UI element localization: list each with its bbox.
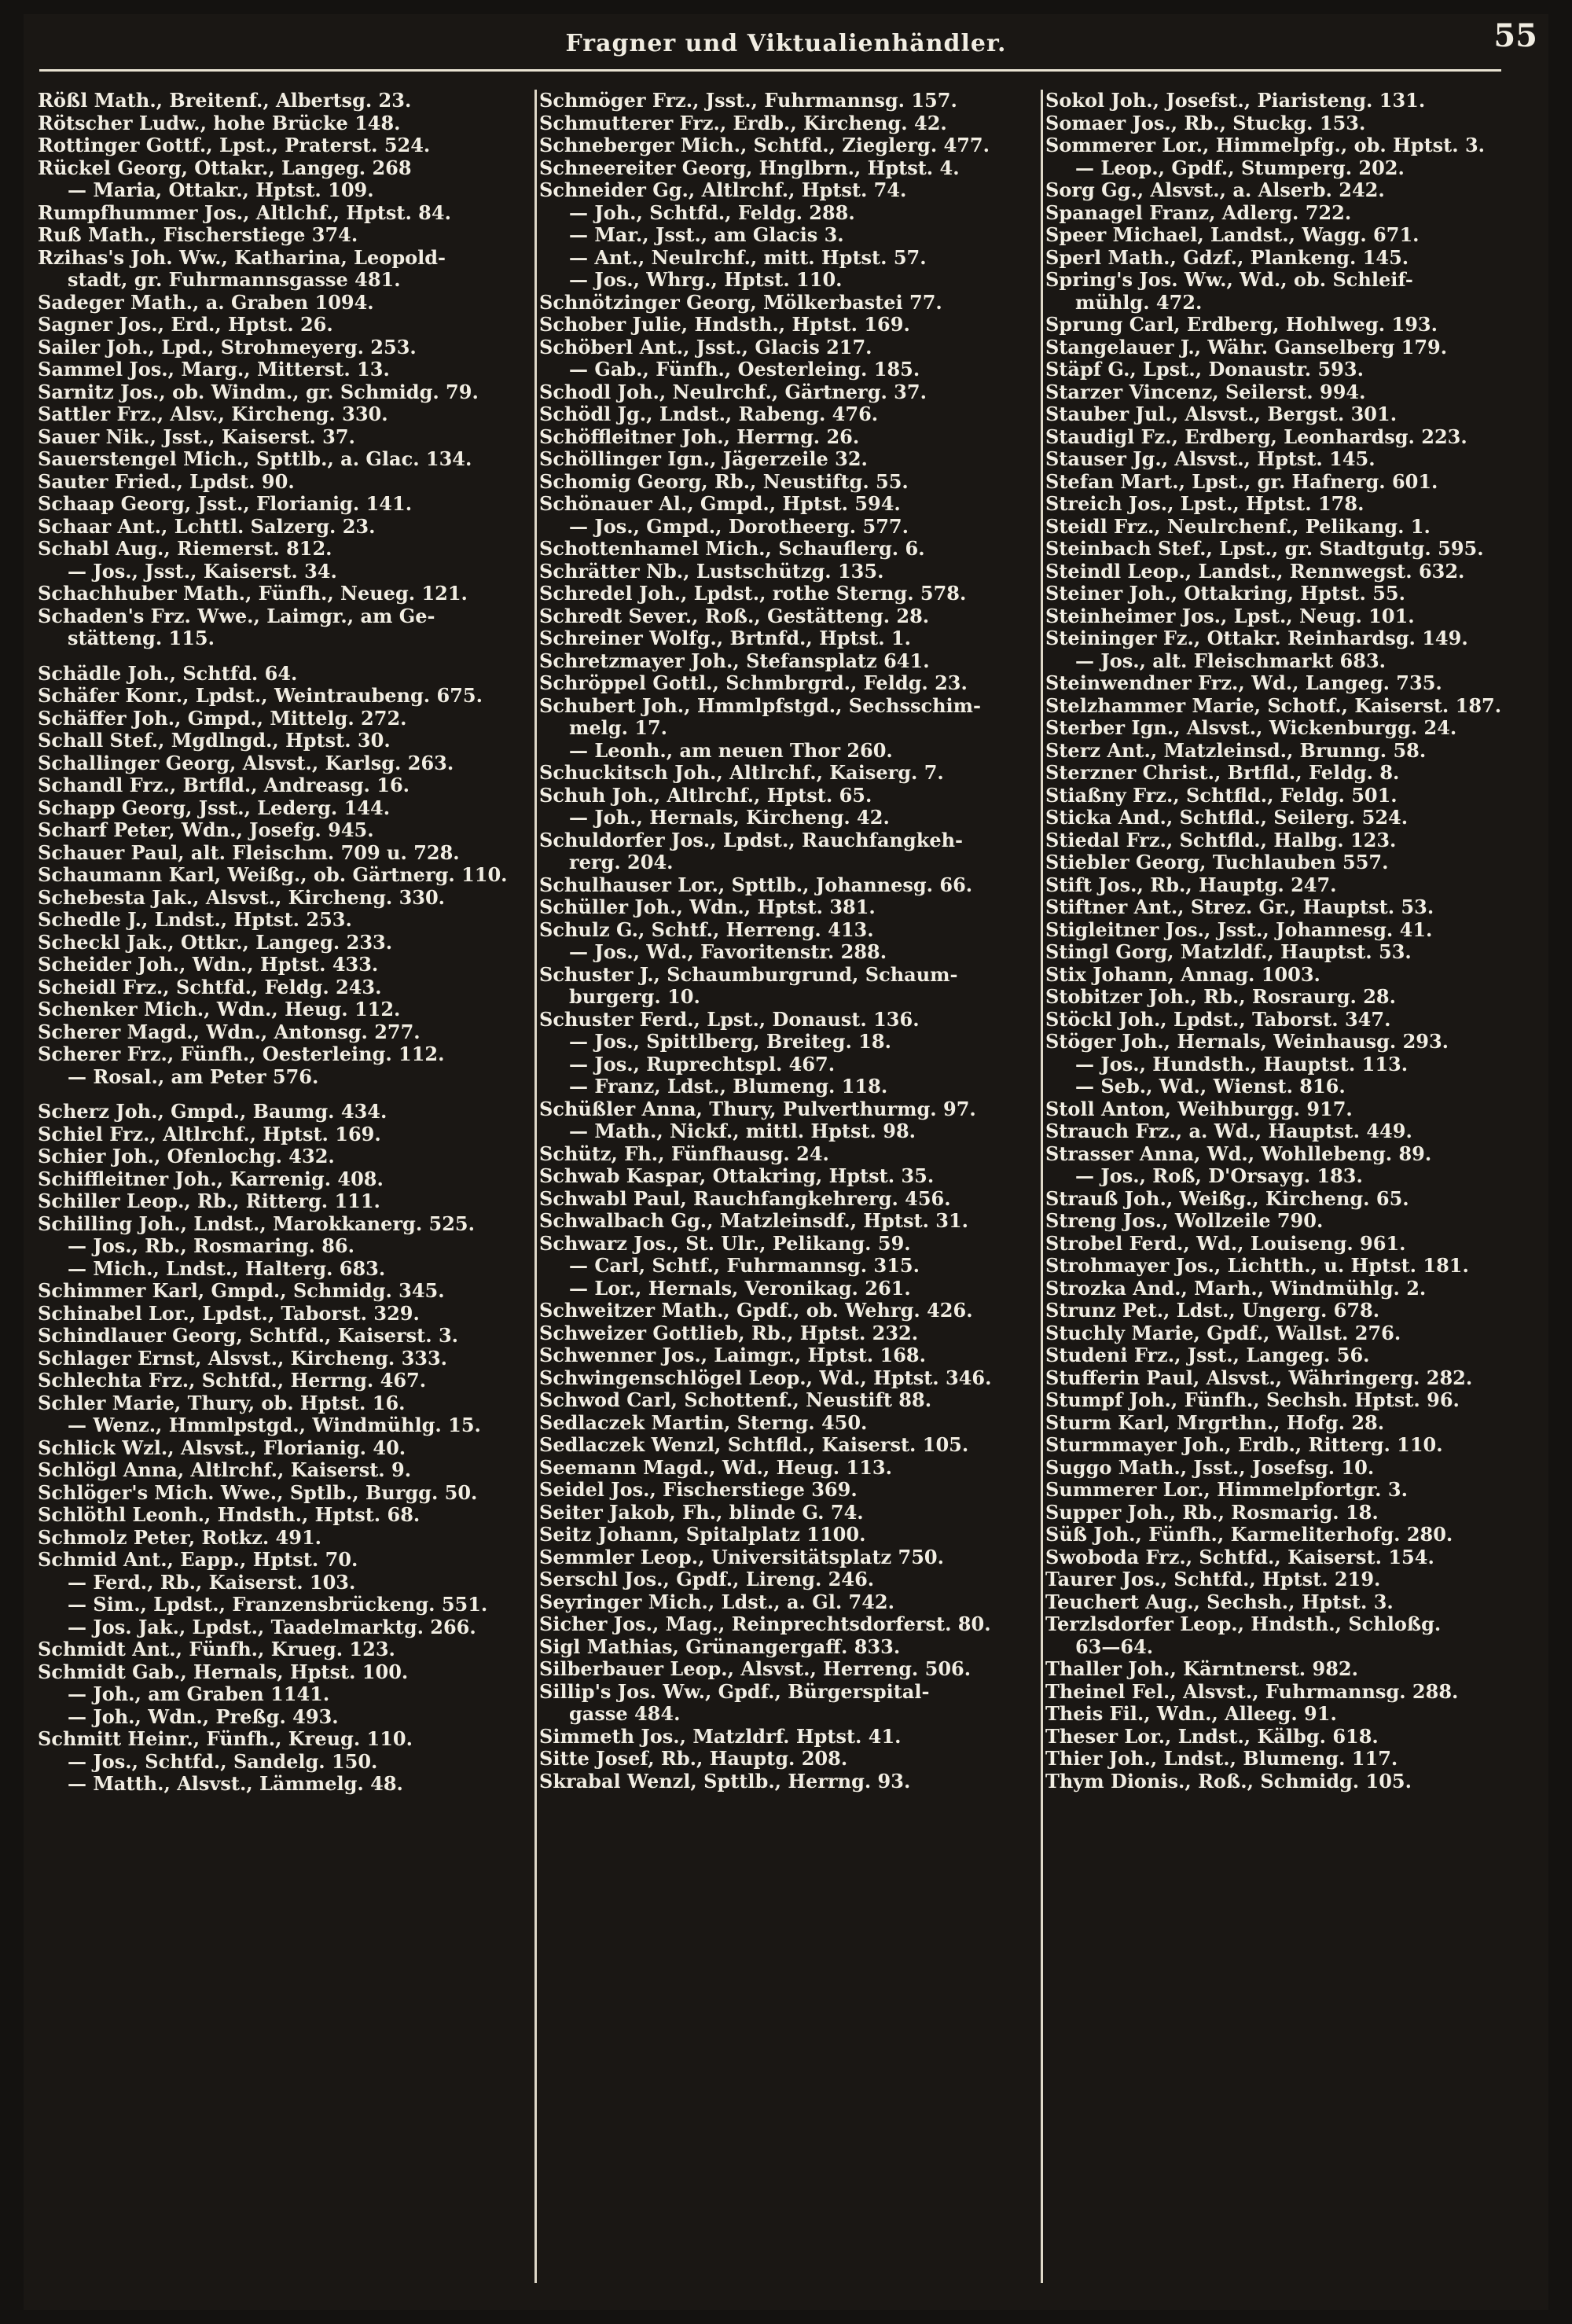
directory-entry: Schrätter Nb., Lustschützg. 135. — [539, 560, 884, 583]
directory-entry: Strauß Joh., Weißg., Kircheng. 65. — [1045, 1187, 1409, 1210]
directory-entry: — Maria, Ottakr., Hptst. 109. — [68, 179, 374, 201]
directory-entry: Sticka And., Schtfld., Seilerg. 524. — [1045, 807, 1409, 829]
directory-entry: Swoboda Frz., Schtfd., Kaiserst. 154. — [1045, 1546, 1434, 1568]
directory-entry: Staudigl Fz., Erdberg, Leonhardsg. 223. — [1045, 425, 1467, 448]
column-1 — [38, 90, 539, 2299]
directory-entry: Schlöger's Mich. Wwe., Sptlb., Burgg. 50. — [38, 1481, 478, 1504]
directory-entry-continuation: melg. 17. — [569, 717, 668, 739]
directory-entry: Rumpfhummer Jos., Altlchf., Hptst. 84. — [38, 201, 451, 224]
directory-entry: Stauber Jul., Alsvst., Bergst. 301. — [1045, 403, 1398, 425]
directory-entry: Schredt Sever., Roß., Gestätteng. 28. — [539, 605, 930, 627]
directory-entry: Schneereiter Georg, Hnglbrn., Hptst. 4. — [539, 156, 960, 179]
directory-entry: Schretzmayer Joh., Stefansplatz 641. — [539, 649, 930, 672]
directory-entry: Schwab Kaspar, Ottakring, Hptst. 35. — [539, 1165, 935, 1187]
directory-entry: Scharf Peter, Wdn., Josefg. 945. — [38, 819, 374, 841]
directory-entry: Seiter Jakob, Fh., blinde G. 74. — [539, 1501, 864, 1524]
directory-entry: — Lor., Hernals, Veronikag. 261. — [569, 1277, 911, 1300]
directory-entry: — Wenz., Hmmlpstgd., Windmühlg. 15. — [68, 1414, 481, 1436]
directory-entry: Schneberger Mich., Schtfd., Zieglerg. 477. — [539, 134, 990, 156]
directory-entry: Semmler Leop., Universitätsplatz 750. — [539, 1546, 944, 1568]
directory-entry: Schlöthl Leonh., Hndsth., Hptst. 68. — [38, 1504, 421, 1526]
directory-entry: Schodl Joh., Neulrchf., Gärtnerg. 37. — [539, 381, 927, 403]
directory-entry: Schmutterer Frz., Erdb., Kircheng. 42. — [539, 112, 947, 134]
directory-entry: Schuster Ferd., Lpst., Donaust. 136. — [539, 1008, 920, 1031]
directory-entry: Steindl Leop., Landst., Rennwegst. 632. — [1045, 560, 1465, 583]
directory-entry: Sicher Jos., Mag., Reinprechtsdorferst. 80. — [539, 1613, 991, 1635]
directory-entry: Schedle J., Lndst., Hptst. 253. — [38, 909, 352, 931]
directory-entry-continuation: mühlg. 472. — [1075, 291, 1203, 314]
directory-entry: — Seb., Wd., Wienst. 816. — [1075, 1076, 1346, 1098]
directory-page — [24, 14, 1548, 2310]
directory-entry: Strozka And., Marh., Windmühlg. 2. — [1045, 1277, 1427, 1300]
directory-entry: Schabl Aug., Riemerst. 812. — [38, 538, 332, 560]
directory-entry: Teuchert Aug., Sechsh., Hptst. 3. — [1045, 1590, 1394, 1613]
directory-entry: Schredel Joh., Lpdst., rothe Sterng. 578. — [539, 583, 967, 605]
directory-entry: Schulz G., Schtf., Herreng. 413. — [539, 918, 874, 941]
directory-entry: Sorg Gg., Alsvst., a. Alserb. 242. — [1045, 179, 1385, 201]
directory-entry: Schenker Mich., Wdn., Heug. 112. — [38, 998, 401, 1020]
directory-entry: Schler Marie, Thury, ob. Hptst. 16. — [38, 1392, 406, 1414]
directory-entry: Stobitzer Joh., Rb., Rosraurg. 28. — [1045, 986, 1396, 1008]
directory-entry: Schmöger Frz., Jsst., Fuhrmannsg. 157. — [539, 90, 957, 112]
directory-entry: Schaden's Frz. Wwe., Laimgr., am Ge- — [38, 605, 435, 627]
directory-entry: Schebesta Jak., Alsvst., Kircheng. 330. — [38, 886, 446, 909]
directory-entry: Rößl Math., Breitenf., Albertsg. 23. — [38, 90, 412, 112]
directory-entry: Scherz Joh., Gmpd., Baumg. 434. — [38, 1101, 387, 1123]
directory-entry: Strauch Frz., a. Wd., Hauptst. 449. — [1045, 1120, 1412, 1142]
directory-entry: Sturmmayer Joh., Erdb., Ritterg. 110. — [1045, 1434, 1443, 1456]
directory-entry: — Jos., Schtfd., Sandelg. 150. — [68, 1750, 378, 1773]
directory-entry: Speer Michael, Landst., Wagg. 671. — [1045, 224, 1420, 246]
directory-entry: — Leop., Gpdf., Stumperg. 202. — [1075, 156, 1405, 179]
directory-entry: Sadeger Math., a. Graben 1094. — [38, 291, 374, 314]
directory-entry: — Jos., Gmpd., Dorotheerg. 577. — [569, 515, 909, 538]
directory-entry: Sturm Karl, Mrgrthn., Hofg. 28. — [1045, 1411, 1385, 1434]
directory-entry: Schlögl Anna, Altlrchf., Kaiserst. 9. — [38, 1459, 412, 1481]
directory-entry: Schäffer Joh., Gmpd., Mittelg. 272. — [38, 707, 407, 730]
directory-entry: — Joh., Schtfd., Feldg. 288. — [569, 201, 855, 224]
directory-entry: Sarnitz Jos., ob. Windm., gr. Schmidg. 79. — [38, 381, 479, 403]
directory-entry: Rottinger Gottf., Lpst., Praterst. 524. — [38, 134, 431, 156]
directory-entry: Stöger Joh., Hernals, Weinhausg. 293. — [1045, 1031, 1449, 1053]
directory-entry: Stoll Anton, Weihburgg. 917. — [1045, 1098, 1353, 1120]
directory-entry: Scherer Magd., Wdn., Antonsg. 277. — [38, 1020, 421, 1043]
directory-entry: Summerer Lor., Himmelpfortgr. 3. — [1045, 1479, 1408, 1501]
directory-entry: Sedlaczek Martin, Sterng. 450. — [539, 1411, 868, 1434]
directory-entry: Schlick Wzl., Alsvst., Florianig. 40. — [38, 1436, 406, 1459]
directory-entry: Spring's Jos. Ww., Wd., ob. Schleif- — [1045, 269, 1413, 291]
directory-entry: Schandl Frz., Brtfld., Andreasg. 16. — [38, 774, 410, 796]
directory-entry: Seidel Jos., Fischerstiege 369. — [539, 1479, 858, 1501]
directory-entry: Schwingenschlögel Leop., Wd., Hptst. 346. — [539, 1366, 992, 1389]
directory-entry: Schaap Georg, Jsst., Florianig. 141. — [38, 493, 413, 515]
directory-entry: — Matth., Alsvst., Lämmelg. 48. — [68, 1773, 403, 1795]
directory-entry: Stäpf G., Lpst., Donaustr. 593. — [1045, 359, 1364, 381]
directory-entry: Theis Fil., Wdn., Alleeg. 91. — [1045, 1703, 1337, 1725]
directory-entry: — Joh., Wdn., Preßg. 493. — [68, 1705, 339, 1728]
directory-entry: Strasser Anna, Wd., Wohllebeng. 89. — [1045, 1142, 1432, 1165]
directory-entry: Steiner Joh., Ottakring, Hptst. 55. — [1045, 583, 1405, 605]
directory-entry: Stiftner Ant., Strez. Gr., Hauptst. 53. — [1045, 896, 1434, 918]
directory-entry: — Leonh., am neuen Thor 260. — [569, 739, 893, 762]
directory-entry: Schüller Joh., Wdn., Hptst. 381. — [539, 896, 876, 918]
directory-entry: Ruß Math., Fischerstiege 374. — [38, 224, 358, 246]
directory-entry-continuation: stadt, gr. Fuhrmannsgasse 481. — [68, 269, 401, 291]
directory-entry: — Math., Nickf., mittl. Hptst. 98. — [569, 1120, 916, 1142]
directory-entry: Stöckl Joh., Lpdst., Taborst. 347. — [1045, 1008, 1391, 1031]
directory-entry: — Joh., am Graben 1141. — [68, 1683, 330, 1705]
running-title: Fragner und Viktualienhändler. — [565, 30, 1007, 57]
directory-entry: Strunz Pet., Ldst., Ungerg. 678. — [1045, 1300, 1380, 1322]
directory-entry: Sauter Fried., Lpdst. 90. — [38, 470, 295, 493]
directory-entry: Strobel Ferd., Wd., Louiseng. 961. — [1045, 1232, 1406, 1255]
directory-entry: Schiel Frz., Altlrchf., Hptst. 169. — [38, 1123, 381, 1145]
directory-entry: Theinel Fel., Alsvst., Fuhrmannsg. 288. — [1045, 1680, 1459, 1703]
directory-entry: Sailer Joh., Lpd., Strohmeyerg. 253. — [38, 336, 417, 359]
directory-entry: — Carl, Schtf., Fuhrmannsg. 315. — [569, 1255, 920, 1277]
directory-entry: Sommerer Lor., Himmelpfg., ob. Hptst. 3. — [1045, 134, 1486, 156]
directory-entry: Theser Lor., Lndst., Kälbg. 618. — [1045, 1725, 1379, 1748]
directory-entry: Seyringer Mich., Ldst., a. Gl. 742. — [539, 1590, 894, 1613]
directory-entry: Schmolz Peter, Rotkz. 491. — [38, 1526, 321, 1549]
directory-entry-continuation: gasse 484. — [569, 1703, 681, 1725]
column-divider — [534, 90, 537, 2283]
directory-entry: Stuchly Marie, Gpdf., Wallst. 276. — [1045, 1322, 1401, 1344]
directory-entry: Scheider Joh., Wdn., Hptst. 433. — [38, 954, 379, 976]
directory-entry: — Jos., Spittlberg, Breiteg. 18. — [569, 1031, 891, 1053]
directory-entry: Schneider Gg., Altlrchf., Hptst. 74. — [539, 179, 907, 201]
directory-entry: Streich Jos., Lpst., Hptst. 178. — [1045, 493, 1364, 515]
entry-gap — [38, 650, 539, 663]
directory-entry: Sterz Ant., Matzleinsd., Brunng. 58. — [1045, 739, 1427, 762]
directory-entry: Schinabel Lor., Lpdst., Taborst. 329. — [38, 1302, 420, 1325]
page-number: 55 — [1493, 17, 1537, 54]
directory-entry: Schapp Georg, Jsst., Lederg. 144. — [38, 796, 391, 819]
directory-entry: Sedlaczek Wenzl, Schtfld., Kaiserst. 105. — [539, 1434, 969, 1456]
directory-entry: Schlager Ernst, Alsvst., Kircheng. 333. — [38, 1347, 448, 1370]
directory-entry: Schaumann Karl, Weißg., ob. Gärtnerg. 110. — [38, 864, 508, 886]
directory-entry: Taurer Jos., Schtfd., Hptst. 219. — [1045, 1568, 1381, 1590]
directory-entry: Sterzner Christ., Brtfld., Feldg. 8. — [1045, 762, 1400, 784]
directory-entry: Sperl Math., Gdzf., Plankeng. 145. — [1045, 246, 1409, 269]
directory-entry: Somaer Jos., Rb., Stuckg. 153. — [1045, 112, 1366, 134]
directory-entry: Steininger Fz., Ottakr. Reinhardsg. 149. — [1045, 627, 1468, 649]
directory-entry: Silberbauer Leop., Alsvst., Herreng. 506. — [539, 1658, 971, 1680]
directory-entry: Sprung Carl, Erdberg, Hohlweg. 193. — [1045, 314, 1438, 336]
directory-entry: Thym Dionis., Roß., Schmidg. 105. — [1045, 1770, 1412, 1793]
directory-entry: Terzlsdorfer Leop., Hndsth., Schloßg. — [1045, 1613, 1442, 1635]
directory-entry: Schwenner Jos., Laimgr., Hptst. 168. — [539, 1344, 926, 1366]
directory-entry: Schwalbach Gg., Matzleinsdf., Hptst. 31. — [539, 1210, 969, 1232]
directory-entry: Schauer Paul, alt. Fleischm. 709 u. 728. — [38, 841, 460, 864]
directory-entry: Scherer Frz., Fünfh., Oesterleing. 112. — [38, 1043, 445, 1065]
directory-entry-continuation: stätteng. 115. — [68, 627, 215, 649]
directory-entry: Sattler Frz., Alsv., Kircheng. 330. — [38, 403, 388, 425]
directory-entry: Schier Joh., Ofenlochg. 432. — [38, 1145, 335, 1168]
directory-entry: Stigleitner Jos., Jsst., Johannesg. 41. — [1045, 918, 1433, 941]
directory-entry: Steinwendner Frz., Wd., Langeg. 735. — [1045, 672, 1442, 694]
directory-entry: Schober Julie, Hndsth., Hptst. 169. — [539, 314, 910, 336]
directory-entry: Schall Stef., Mgdlngd., Hptst. 30. — [38, 730, 391, 752]
directory-entry: Schwabl Paul, Rauchfangkehrerg. 456. — [539, 1187, 951, 1210]
directory-entry: Steinheimer Jos., Lpst., Neug. 101. — [1045, 605, 1415, 627]
directory-entry: Schmid Ant., Eapp., Hptst. 70. — [38, 1549, 358, 1571]
header-rule — [39, 69, 1501, 72]
directory-entry: — Rosal., am Peter 576. — [68, 1065, 319, 1088]
directory-entry: Schöffleitner Joh., Herrng. 26. — [539, 425, 860, 448]
directory-entry: — Jos., Jsst., Kaiserst. 34. — [68, 560, 337, 583]
directory-entry: Schöllinger Ign., Jägerzeile 32. — [539, 448, 868, 470]
directory-entry: Stiebler Georg, Tuchlauben 557. — [1045, 851, 1389, 873]
directory-entry: Stift Jos., Rb., Hauptg. 247. — [1045, 873, 1337, 896]
directory-entry: Rückel Georg, Ottakr., Langeg. 268 — [38, 156, 412, 179]
directory-entry: — Joh., Hernals, Kircheng. 42. — [569, 807, 890, 829]
directory-entry: — Jos. Jak., Lpdst., Taadelmarktg. 266. — [68, 1616, 476, 1638]
column-2 — [539, 90, 1039, 2299]
directory-entry: Stefan Mart., Lpst., gr. Hafnerg. 601. — [1045, 470, 1438, 493]
directory-entry: Schnötzinger Georg, Mölkerbastei 77. — [539, 291, 942, 314]
directory-entry: Schüßler Anna, Thury, Pulverthurmg. 97. — [539, 1098, 976, 1120]
directory-entry: — Ferd., Rb., Kaiserst. 103. — [68, 1571, 356, 1594]
directory-entry: Seemann Magd., Wd., Heug. 113. — [539, 1456, 892, 1479]
directory-entry: Schönauer Al., Gmpd., Hptst. 594. — [539, 493, 901, 515]
directory-entry: Stufferin Paul, Alsvst., Währingerg. 282. — [1045, 1366, 1473, 1389]
directory-entry: Schaar Ant., Lchttl. Salzerg. 23. — [38, 515, 376, 538]
directory-entry: Schlechta Frz., Schtfd., Herrng. 467. — [38, 1370, 427, 1392]
directory-entry: Schwod Carl, Schottenf., Neustift 88. — [539, 1389, 932, 1411]
directory-entry: — Jos., Rb., Rosmaring. 86. — [68, 1235, 354, 1257]
directory-entry: Sauer Nik., Jsst., Kaiserst. 37. — [38, 425, 355, 448]
directory-entry: Schulhauser Lor., Spttlb., Johannesg. 66. — [539, 873, 973, 896]
directory-entry: Schubert Joh., Hmmlpfstgd., Sechsschim- — [539, 694, 981, 717]
directory-entry: Sokol Joh., Josefst., Piaristeng. 131. — [1045, 90, 1426, 112]
directory-entry: Simmeth Jos., Matzldrf. Hptst. 41. — [539, 1725, 902, 1748]
directory-entry: Seitz Johann, Spitalplatz 1100. — [539, 1524, 866, 1546]
directory-entry: — Jos., Wd., Favoritenstr. 288. — [569, 941, 887, 963]
directory-entry: Schindlauer Georg, Schtfd., Kaiserst. 3. — [38, 1325, 459, 1347]
column-divider — [1041, 90, 1043, 2283]
directory-entry: Steidl Frz., Neulrchenf., Pelikang. 1. — [1045, 515, 1431, 538]
directory-entry: Schmidt Gab., Hernals, Hptst. 100. — [38, 1660, 409, 1683]
directory-entry: Schreiner Wolfg., Brtnfd., Hptst. 1. — [539, 627, 911, 649]
directory-entry: Schmidt Ant., Fünfh., Krueg. 123. — [38, 1638, 395, 1660]
directory-entry: Schweizer Gottlieb, Rb., Hptst. 232. — [539, 1322, 919, 1344]
directory-entry: Schmitt Heinr., Fünfh., Kreug. 110. — [38, 1728, 413, 1750]
directory-entry: Strohmayer Jos., Lichtth., u. Hptst. 181. — [1045, 1255, 1469, 1277]
directory-entry: Stauser Jg., Alsvst., Hptst. 145. — [1045, 448, 1376, 470]
directory-entry: — Jos., Ruprechtspl. 467. — [569, 1053, 836, 1076]
directory-entry-continuation: burgerg. 10. — [569, 986, 700, 1008]
directory-entry: Streng Jos., Wollzeile 790. — [1045, 1210, 1324, 1232]
directory-entry: Steinbach Stef., Lpst., gr. Stadtgutg. 595. — [1045, 538, 1484, 560]
directory-entry: Sigl Mathias, Grünangergaff. 833. — [539, 1635, 901, 1658]
directory-entry: — Jos., alt. Fleischmarkt 683. — [1075, 649, 1386, 672]
directory-entry: Schallinger Georg, Alsvst., Karlsg. 263. — [38, 752, 454, 774]
directory-entry: Stiedal Frz., Schtfld., Halbg. 123. — [1045, 829, 1397, 851]
directory-entry: — Jos., Hundsth., Hauptst. 113. — [1075, 1053, 1409, 1076]
directory-entry: Schöberl Ant., Jsst., Glacis 217. — [539, 336, 872, 359]
column-3 — [1045, 90, 1545, 2299]
entry-gap — [38, 1088, 539, 1101]
directory-entry-continuation: rerg. 204. — [569, 851, 674, 873]
directory-entry: Schilling Joh., Lndst., Marokkanerg. 525. — [38, 1212, 475, 1235]
directory-entry: Stiaßny Frz., Schtfld., Feldg. 501. — [1045, 784, 1398, 807]
directory-entry: Schiffleitner Joh., Karrenig. 408. — [38, 1168, 384, 1190]
directory-entry: Schröppel Gottl., Schmbrgrd., Feldg. 23. — [539, 672, 968, 694]
directory-entry: Supper Joh., Rb., Rosmarig. 18. — [1045, 1501, 1379, 1524]
directory-entry: Thier Joh., Lndst., Blumeng. 117. — [1045, 1748, 1398, 1770]
directory-entry: Stangelauer J., Währ. Ganselberg 179. — [1045, 336, 1448, 359]
directory-entry: Studeni Frz., Jsst., Langeg. 56. — [1045, 1344, 1370, 1366]
directory-entry: Rötscher Ludw., hohe Brücke 148. — [38, 112, 401, 134]
directory-entry: Schädle Joh., Schtfd. 64. — [38, 662, 298, 685]
directory-entry: Süß Joh., Fünfh., Karmeliterhofg. 280. — [1045, 1524, 1453, 1546]
directory-entry: Schomig Georg, Rb., Neustiftg. 55. — [539, 470, 909, 493]
directory-entry: Stelzhammer Marie, Schotf., Kaiserst. 187. — [1045, 694, 1502, 717]
page-header — [24, 14, 1548, 63]
directory-entry: — Jos., Roß, D'Orsayg. 183. — [1075, 1165, 1363, 1187]
directory-entry: Schütz, Fh., Fünfhausg. 24. — [539, 1142, 829, 1165]
directory-entry: Schuster J., Schaumburgrund, Schaum- — [539, 963, 958, 986]
directory-entry: — Sim., Lpdst., Franzensbrückeng. 551. — [68, 1594, 488, 1616]
directory-entry: Sagner Jos., Erd., Hptst. 26. — [38, 314, 333, 336]
directory-entry: Sauerstengel Mich., Spttlb., a. Glac. 134. — [38, 448, 472, 470]
directory-entry: Stingl Gorg, Matzldf., Hauptst. 53. — [1045, 941, 1412, 963]
directory-entry: Stix Johann, Annag. 1003. — [1045, 963, 1320, 986]
directory-entry: Schweitzer Math., Gpdf., ob. Wehrg. 426. — [539, 1300, 973, 1322]
directory-entry: Schottenhamel Mich., Schauflerg. 6. — [539, 538, 925, 560]
directory-entry: Schuh Joh., Altlrchf., Hptst. 65. — [539, 784, 872, 807]
directory-entry: Schwarz Jos., St. Ulr., Pelikang. 59. — [539, 1232, 911, 1255]
directory-entry: — Mar., Jsst., am Glacis 3. — [569, 224, 844, 246]
directory-entry: — Jos., Whrg., Hptst. 110. — [569, 269, 843, 291]
directory-entry: Sillip's Jos. Ww., Gpdf., Bürgerspital- — [539, 1680, 930, 1703]
directory-entry: Schäfer Konr., Lpdst., Weintraubeng. 675. — [38, 685, 483, 707]
directory-entry: Scheckl Jak., Ottkr., Langeg. 233. — [38, 931, 393, 954]
directory-entry: Spanagel Franz, Adlerg. 722. — [1045, 201, 1352, 224]
directory-entry: — Franz, Ldst., Blumeng. 118. — [569, 1076, 888, 1098]
directory-entry: Schimmer Karl, Gmpd., Schmidg. 345. — [38, 1280, 445, 1302]
directory-entry: Skrabal Wenzl, Spttlb., Herrng. 93. — [539, 1770, 911, 1793]
directory-entry: Schödl Jg., Lndst., Rabeng. 476. — [539, 403, 879, 425]
directory-entry: — Ant., Neulrchf., mitt. Hptst. 57. — [569, 246, 927, 269]
directory-entry: Schachhuber Math., Fünfh., Neueg. 121. — [38, 583, 468, 605]
directory-entry: Scheidl Frz., Schtfd., Feldg. 243. — [38, 976, 382, 998]
directory-entry: Thaller Joh., Kärntnerst. 982. — [1045, 1658, 1358, 1680]
directory-entry: Serschl Jos., Gpdf., Lireng. 246. — [539, 1568, 875, 1590]
directory-entry-continuation: 63—64. — [1075, 1635, 1154, 1658]
directory-entry: Schuldorfer Jos., Lpdst., Rauchfangkeh- — [539, 829, 964, 851]
directory-entry: Schuckitsch Joh., Altlrchf., Kaiserg. 7. — [539, 762, 944, 784]
directory-entry: — Mich., Lndst., Halterg. 683. — [68, 1257, 386, 1280]
directory-entry: Stumpf Joh., Fünfh., Sechsh. Hptst. 96. — [1045, 1389, 1460, 1411]
directory-entry: Sitte Josef, Rb., Hauptg. 208. — [539, 1748, 848, 1770]
directory-entry: Schiller Leop., Rb., Ritterg. 111. — [38, 1190, 380, 1212]
directory-entry: — Gab., Fünfh., Oesterleing. 185. — [569, 359, 920, 381]
directory-entry: Suggo Math., Jsst., Josefsg. 10. — [1045, 1456, 1375, 1479]
directory-entry: Rzihas's Joh. Ww., Katharina, Leopold- — [38, 246, 446, 269]
directory-entry: Sammel Jos., Marg., Mitterst. 13. — [38, 359, 390, 381]
directory-entry: Sterber Ign., Alsvst., Wickenburgg. 24. — [1045, 717, 1457, 739]
directory-entry: Starzer Vincenz, Seilerst. 994. — [1045, 381, 1366, 403]
